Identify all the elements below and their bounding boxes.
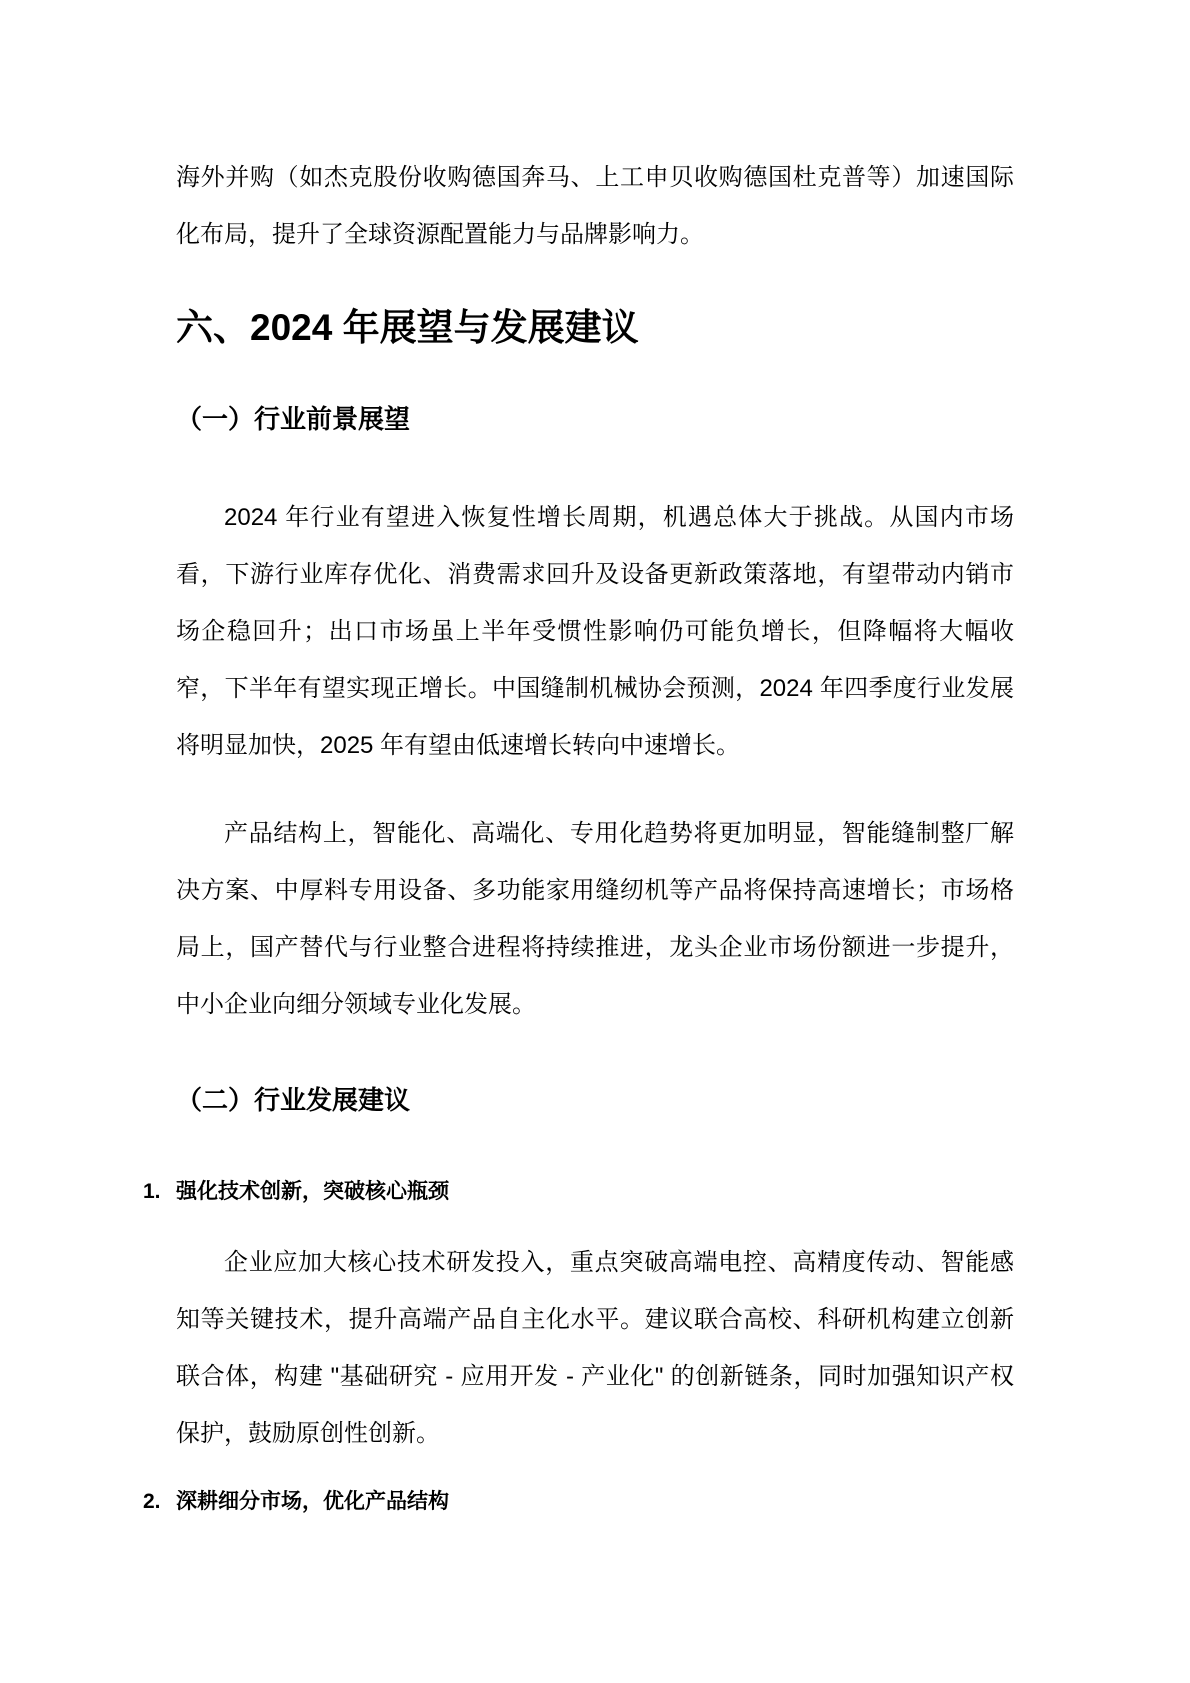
chapter-heading: 六、2024 年展望与发展建议: [176, 307, 639, 348]
list-item-1: [143, 1178, 1014, 1206]
continuation-paragraph: 海外并购（如杰克股份收购德国奔马、上工申贝收购德国杜克普等）加速国际化布局，提升了全球资源配置能力与品牌影响力。: [176, 164, 1014, 248]
section-2-heading: （二）行业发展建议: [176, 1085, 411, 1115]
list-item-2-number: 2.: [143, 1490, 161, 1513]
list-item-2: [143, 1488, 1014, 1516]
list-item-2-title: 深耕细分市场，优化产品结构: [176, 1490, 449, 1513]
list-item-1-body: 企业应加大核心技术研发投入，重点突破高端电控、高精度传动、智能感知等关键技术，提升高端产品自主化水平。建议联合高校、科研机构建立创新联合体，构建 "基础研究 - 应用开发 - 产业化" 的创新链条，同时加强知识产权保护，鼓励原创性创新。: [176, 1249, 1014, 1447]
section-1-paragraph-2: 产品结构上，智能化、高端化、专用化趋势将更加明显，智能缝制整厂解决方案、中厚料专用设备、多功能家用缝纫机等产品将保持高速增长；市场格局上，国产替代与行业整合进程将持续推进，龙头企业市场份额进一步提升，中小企业向细分领域专业化发展。: [176, 820, 1014, 1018]
list-item-1-number: 1.: [143, 1180, 161, 1203]
section-1-heading: （一）行业前景展望: [176, 404, 411, 434]
list-item-1-title: 强化技术创新，突破核心瓶颈: [176, 1180, 449, 1203]
section-1-paragraph-1: 2024 年行业有望进入恢复性增长周期，机遇总体大于挑战。从国内市场看，下游行业库存优化、消费需求回升及设备更新政策落地，有望带动内销市场企稳回升；出口市场虽上半年受惯性影响仍可能负增长，但降幅将大幅收窄，下半年有望实现正增长。中国缝制机械协会预测，2024 年四季度行业发展将明显加快，2025 年有望由低速增长转向中速增长。: [176, 504, 1014, 759]
